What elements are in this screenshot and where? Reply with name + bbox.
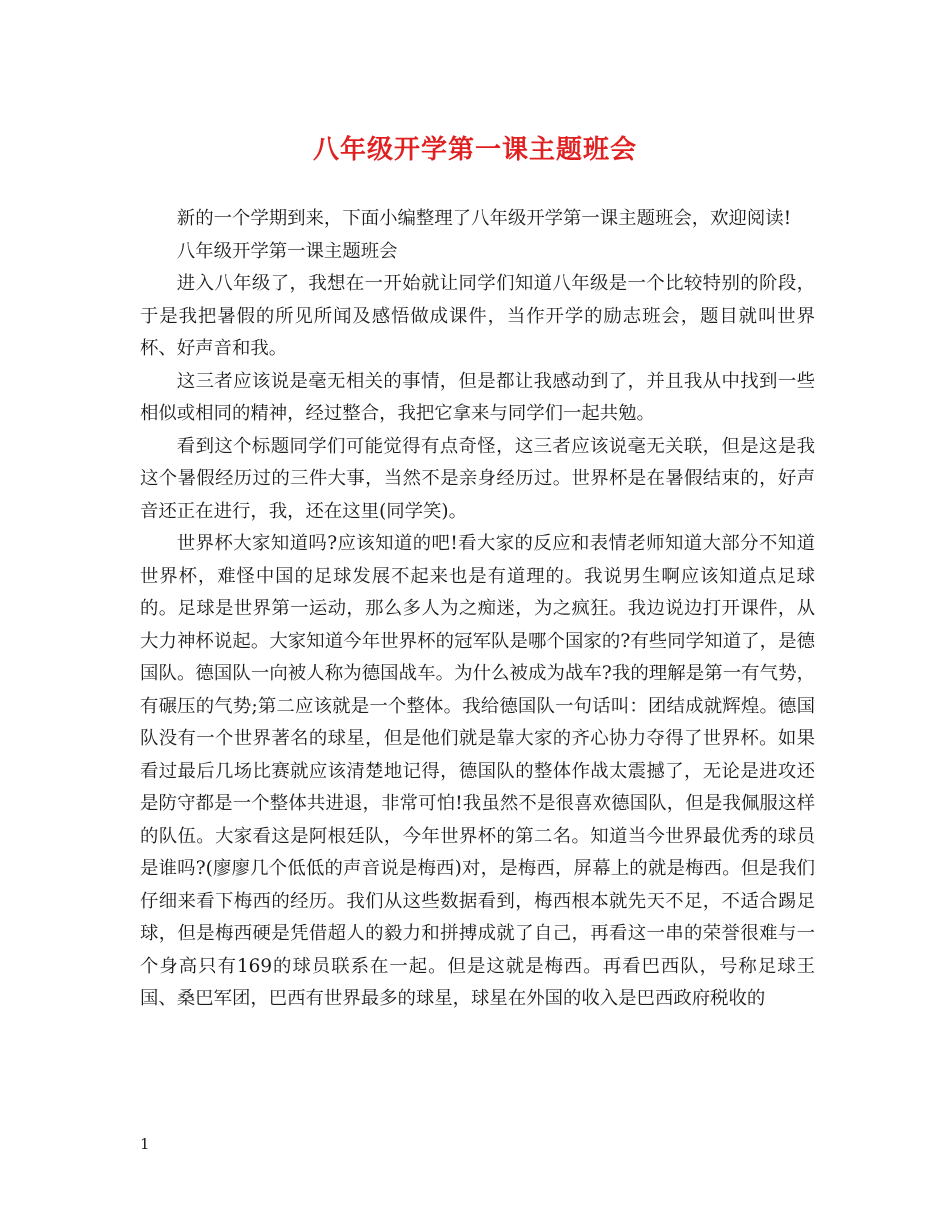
- document-body: [140, 203, 815, 1016]
- paragraph-subtitle: 八年级开学第一课主题班会: [176, 240, 398, 262]
- paragraph-3: 看到这个标题同学们可能觉得有点奇怪，这三者应该说毫无关联，但是这是我这个暑假经历过的三件大事，当然不是亲身经历过。世界杯是在暑假结束的，好声音还正在进行，我，还在这里(同学笑)。: [140, 435, 815, 522]
- document-title: 八年级开学第一课主题班会: [312, 135, 637, 165]
- paragraph-4: 世界杯大家知道吗?应该知道的吧!看大家的反应和表情老师知道大部分不知道世界杯，难怪中国的足球发展不起来也是有道理的。我说男生啊应该知道点足球的。足球是世界第一运动，那么多人为之痴迷，为之疯狂。我边说边打开课件，从大力神杯说起。大家知道今年世界杯的冠军队是哪个国家的?有些同学知道了，是德国队。德国队一向被人称为德国战车。为什么被成为战车?我的理解是第一有气势，有碾压的气势;第二应该就是一个整体。我给德国队一句话叫：团结成就辉煌。德国队没有一个世界著名的球星，但是他们就是靠大家的齐心协力夺得了世界杯。如果看过最后几场比赛就应该清楚地记得，德国队的整体作战太震撼了，无论是进攻还是防守都是一个整体共进退，非常可怕!我虽然不是很喜欢德国队，但是我佩服这样的队伍。大家看这是阿根廷队，今年世界杯的第二名。知道当今世界最优秀的球员是谁吗?(廖廖几个低低的声音说是梅西)对，是梅西，屏幕上的就是梅西。但是我们仔细来看下梅西的经历。我们从这些数据看到，梅西根本就先天不足，不适合踢足球，但是梅西硬是凭借超人的毅力和拼搏成就了自己，再看这一串的荣誉很难与一个身高只有169的球员联系在一起。但是这就是梅西。再看巴西队，号称足球王国、桑巴军团，巴西有世界最多的球星，球星在外国的收入是巴西政府税收的: [140, 533, 815, 1009]
- paragraph-1: 进入八年级了，我想在一开始就让同学们知道八年级是一个比较特别的阶段，于是我把暑假的所见所闻及感悟做成课件，当作开学的励志班会，题目就叫世界杯、好声音和我。: [140, 273, 815, 359]
- page-number: 1: [140, 1135, 150, 1153]
- paragraph-2: 这三者应该说是毫无相关的事情，但是都让我感动到了，并且我从中找到一些相似或相同的精神，经过整合，我把它拿来与同学们一起共勉。: [140, 370, 815, 424]
- paragraph-intro: 新的一个学期到来，下面小编整理了八年级开学第一课主题班会，欢迎阅读!: [176, 208, 792, 229]
